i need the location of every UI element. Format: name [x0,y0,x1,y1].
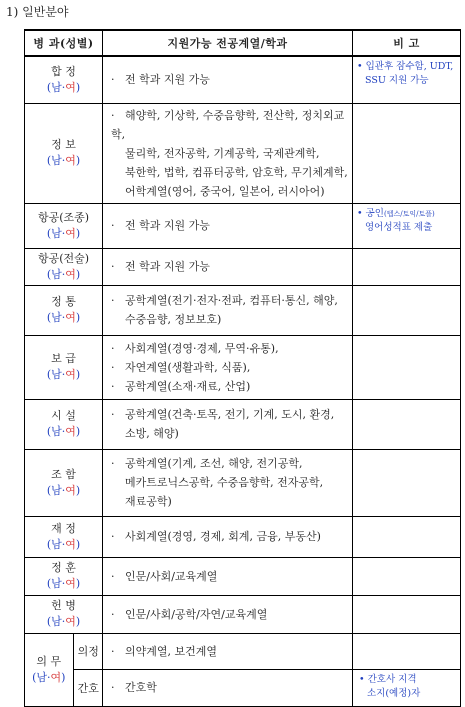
majors-cell [103,633,353,670]
gender-dot: · [61,154,66,167]
medical-branch-table [25,634,103,706]
major-line [111,567,348,586]
major-line [111,454,348,473]
major-line [111,70,348,89]
table-row [25,399,461,449]
branch-gender: (남·여) [46,80,81,94]
branch-gender: (남·여) [46,368,81,381]
bullet-mark: · [111,379,115,393]
gender-female: 여 [65,537,76,551]
major-text: 인문/사회/공학/자연/교육계열 [125,607,268,621]
table-row [25,285,461,335]
medical-branch-cell [25,633,103,706]
major-text: 인문/사회/교육계열 [125,569,218,583]
gender-dot: · [47,670,51,684]
header-branch: 병 과(성별) [25,30,103,56]
gender-dot: · [61,267,66,281]
note-line: • 입관후 잠수함, UDT, [357,61,454,72]
major-text: 공학계열(건축·토목, 전기, 기계, 도시, 환경, [125,408,335,421]
gender-dot: · [61,226,66,240]
branch-cell [25,248,103,285]
gender-female: 여 [65,267,76,281]
branch-gender: (남·여) [46,226,81,240]
sub-branch-cell: 간호 [77,681,99,695]
major-text: 전 학과 지원 가능 [125,73,210,87]
gender-male: 남 [51,80,62,94]
branch-gender: (남·여) [46,154,81,167]
note-cell [353,595,461,633]
major-text: 의약계열, 보건계열 [125,644,218,658]
majors-cell [103,399,353,449]
majors-cell [103,670,353,707]
bullet-mark: · [111,457,115,470]
major-text: 전 학과 지원 가능 [125,219,210,232]
header-majors: 지원가능 전공계열/학과 [103,30,353,56]
note-cell [353,335,461,399]
major-line [111,106,348,144]
major-line [111,257,348,276]
bullet-mark: · [111,294,115,307]
majors-cell [103,203,353,248]
recruitment-table [24,29,461,707]
major-item [111,377,348,396]
major-item [111,339,348,358]
section-heading: 1) 일반분야 [6,5,69,19]
bullet-mark: · [111,607,115,621]
branch-name: 항공(전술) [37,251,90,265]
gender-female: 여 [65,425,76,438]
major-text: 간호학 [125,681,157,695]
majors-cell [103,285,353,335]
majors-cell [103,557,353,595]
note-cell [353,557,461,595]
gender-dot: · [61,577,66,590]
table-row [25,335,461,399]
branch-name: 보 급 [51,352,76,365]
gender-dot: · [61,615,66,628]
gender-female: 여 [65,368,76,381]
branch-name: 합 정 [51,64,76,78]
branch-cell [25,399,103,449]
bullet-mark: · [111,569,115,583]
gender-dot: · [61,537,66,551]
note-cell [353,56,461,103]
bullet-mark: · [111,681,115,695]
major-item [111,358,348,377]
branch-cell [25,595,103,633]
gender-male: 남 [51,615,62,628]
major-text: 전 학과 지원 가능 [125,260,210,273]
branch-gender: (남·여) [46,537,81,551]
major-line: 어학계열(영어, 중국어, 일본어, 러시아어) [125,184,325,198]
note-cell [353,103,461,203]
note-line: 소지(예정)자 [367,688,421,699]
major-line [111,605,348,624]
major-line: 소방, 해양) [125,427,179,440]
gender-male: 남 [51,537,62,551]
majors-cell [103,595,353,633]
note-cell [353,449,461,516]
branch-cell [25,449,103,516]
gender-male: 남 [51,483,62,497]
major-text: 자연계열(생활과학, 식품), [125,360,251,374]
table-row [25,203,461,248]
gender-dot: · [61,425,66,438]
gender-female: 여 [50,670,62,684]
majors-cell [103,335,353,399]
bullet-mark: · [111,408,115,421]
branch-gender: (남·여) [46,311,81,324]
note-prefix: • 공인 [357,207,384,219]
major-text: 공학계열(기계, 조선, 해양, 전기공학, [125,457,303,470]
gender-male: 남 [51,226,62,240]
branch-gender: (남·여) [46,483,81,497]
branch-name: 헌 병 [51,599,76,612]
major-line [111,291,348,310]
note-line: 영어성적표 제출 [365,221,433,233]
bullet-mark: · [111,530,115,543]
branch-cell [25,203,103,248]
bullet-mark: · [111,219,115,232]
table-row [25,248,461,285]
major-line: 재료공학) [125,495,172,508]
majors-cell [103,516,353,557]
major-line: 메카트로닉스공학, 수중음향학, 전자공학, [125,476,324,489]
branch-name: 의 무 [36,654,62,668]
table-row [25,633,461,670]
gender-male: 남 [51,577,62,590]
gender-female: 여 [65,226,76,240]
note-cell [353,248,461,285]
gender-female: 여 [65,80,76,94]
major-line [111,216,348,235]
majors-cell [103,449,353,516]
gender-male: 남 [51,267,62,281]
table-row [25,595,461,633]
gender-male: 남 [36,670,47,684]
sub-branch-cell: 의정 [73,634,103,670]
major-text: 해양학, 기상학, 수중음향학, 전산학, 정치외교학, [111,108,345,141]
branch-name: 조 함 [51,467,76,481]
branch-name: 시 설 [51,409,76,422]
majors-cell [103,248,353,285]
branch-cell [25,516,103,557]
branch-cell [25,557,103,595]
table-row [25,557,461,595]
header-note: 비 고 [353,30,461,56]
branch-name: 재 정 [51,521,76,535]
gender-female: 여 [65,311,76,324]
gender-male: 남 [51,425,62,438]
gender-dot: · [61,311,66,324]
note-line: SSU 지원 가능 [365,75,429,86]
note-cell [353,516,461,557]
note-cell [353,399,461,449]
gender-female: 여 [65,483,76,497]
bullet-mark: · [111,360,115,374]
gender-dot: · [61,80,66,94]
gender-female: 여 [65,154,76,167]
branch-name: 정 통 [51,295,76,308]
table-row [25,516,461,557]
branch-gender: (남·여) [46,425,81,438]
table-header-row [25,30,461,56]
majors-cell [103,56,353,103]
major-text: 사회계열(경영, 경제, 회계, 금융, 부동산) [125,530,321,543]
gender-dot: · [61,483,66,497]
major-line [111,405,348,424]
major-line: 북한학, 법학, 컴퓨터공학, 암호학, 무기체계학, [125,165,348,179]
branch-gender: (남·여) [32,670,66,684]
major-text: 사회계열(경영·경제, 무역·유통), [125,341,279,355]
major-text: 공학계열(소재·재료, 산업) [125,379,251,393]
branch-cell [25,103,103,203]
bullet-mark: · [111,644,115,658]
branch-gender: (남·여) [46,615,81,628]
table-row [25,56,461,103]
table-row [25,103,461,203]
branch-cell [25,335,103,399]
bullet-mark: · [111,108,115,122]
major-text: 공학계열(전기·전자·전파, 컴퓨터·통신, 해양, [125,294,338,307]
branch-gender: (남·여) [46,267,81,281]
note-cell [353,633,461,670]
table-row [25,449,461,516]
branch-cell [25,56,103,103]
branch-name: 정 훈 [51,561,76,574]
gender-female: 여 [65,577,76,590]
note-line: • 간호사 지격 [359,674,417,685]
gender-dot: · [61,368,66,381]
major-line [111,642,348,661]
note-line [357,207,456,221]
gender-male: 남 [51,368,62,381]
gender-male: 남 [51,311,62,324]
branch-name: 정 보 [51,138,76,151]
gender-female: 여 [65,615,76,628]
major-line [111,678,348,697]
note-cell [353,670,461,707]
branch-cell [25,285,103,335]
bullet-mark: · [111,260,115,273]
note-small: (텝스/토익/토플) [383,209,435,218]
gender-male: 남 [51,154,62,167]
majors-cell [103,103,353,203]
major-line: 수중음향, 정보보호) [125,313,222,326]
note-cell [353,203,461,248]
major-line: 물리학, 전자공학, 기계공학, 국제관계학, [125,146,320,160]
bullet-mark: · [111,73,115,87]
branch-name: 항공(조종) [37,210,90,224]
bullet-mark: · [111,341,115,355]
major-line [111,527,348,546]
branch-gender: (남·여) [46,577,81,590]
branch-cell [25,634,73,706]
note-cell [353,285,461,335]
